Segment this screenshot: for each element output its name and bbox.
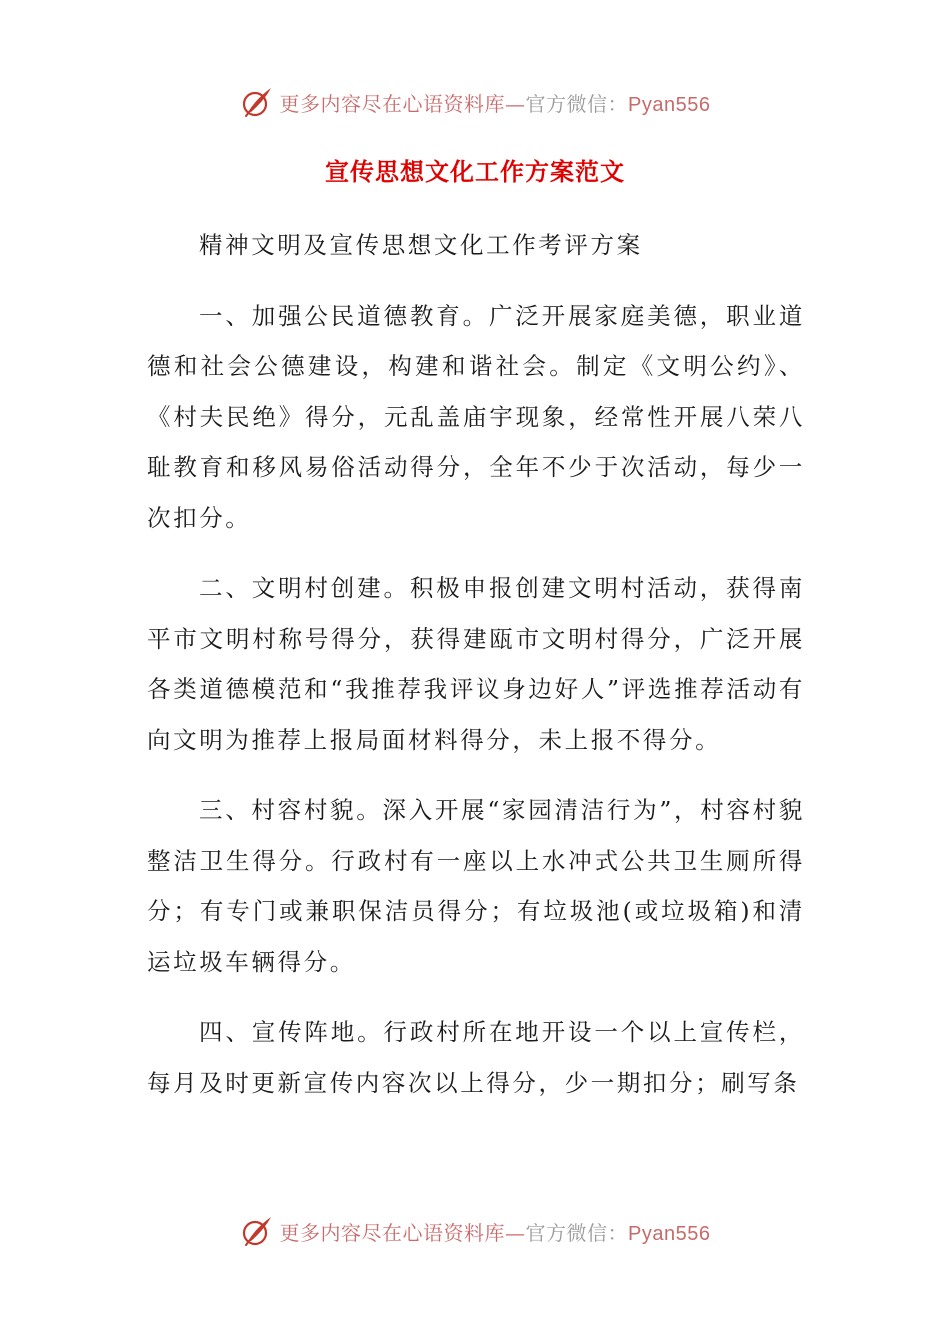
footer-wechat-id: Pyan556 — [628, 1222, 711, 1245]
footer-banner — [0, 1211, 950, 1251]
paragraph-section-3: 三、村容村貌。深入开展“家园清洁行为”，村容村貌整洁卫生得分。行政村有一座以上水冲式公共卫生厕所得分；有专门或兼职保洁员得分；有垃圾池(或垃圾箱)和清运垃圾车辆得分。 — [147, 796, 805, 976]
document-title: 宣传思想文化工作方案范文 — [325, 157, 625, 186]
document-body — [147, 220, 805, 1128]
footer-brand-text: 更多内容尽在心语资料库 — [279, 1220, 506, 1245]
header-banner-text — [280, 88, 711, 117]
header-wechat-label: 官方微信： — [525, 91, 629, 116]
paragraph-subtitle: 精神文明及宣传思想文化工作考评方案 — [199, 231, 643, 259]
footer-wechat-label: 官方微信： — [525, 1220, 629, 1245]
header-wechat-id: Pyan556 — [628, 93, 711, 116]
header-brand-text: 更多内容尽在心语资料库 — [279, 91, 506, 116]
quill-pen-logo-icon — [240, 85, 274, 119]
paragraph-section-4: 四、宣传阵地。行政村所在地开设一个以上宣传栏，每月及时更新宣传内容次以上得分，少一期扣分；刷写条 — [147, 1018, 805, 1097]
paragraph-section-1: 一、加强公民道德教育。广泛开展家庭美德，职业道德和社会公德建设，构建和谐社会。制定《文明公约》、《村夫民绝》得分，元乱盖庙宇现象，经常性开展八荣八耻教育和移风易俗活动得分，全年不少于次活动，每少一次扣分。 — [147, 301, 805, 532]
quill-pen-logo-icon — [240, 1214, 274, 1248]
header-banner — [0, 82, 950, 122]
header-separator: — — [505, 91, 526, 116]
paragraph-section-2: 二、文明村创建。积极申报创建文明村活动，获得南平市文明村称号得分，获得建瓯市文明村得分，广泛开展各类道德模范和“我推荐我评议身边好人”评选推荐活动有向文明为推荐上报局面材料得分，未上报不得分。 — [147, 574, 805, 754]
footer-banner-text — [280, 1217, 711, 1246]
footer-separator: — — [505, 1220, 526, 1245]
